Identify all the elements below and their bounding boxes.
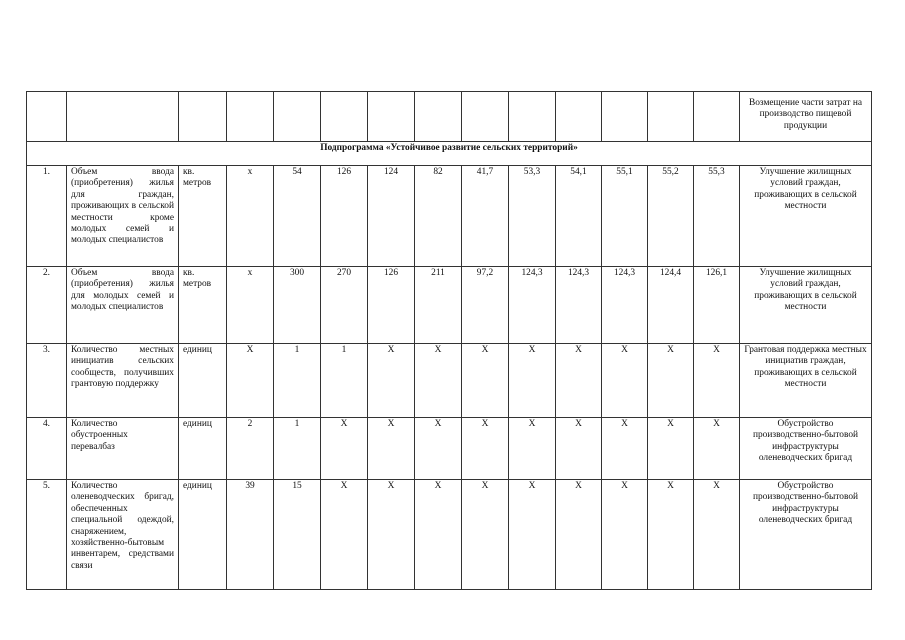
cell-empty bbox=[179, 92, 227, 142]
value-cell: Х bbox=[694, 344, 740, 418]
table-row bbox=[27, 344, 872, 418]
value-cell: Х bbox=[368, 418, 415, 480]
value-cell: Х bbox=[415, 418, 462, 480]
value-cell: Х bbox=[509, 480, 556, 590]
value-cell: 2 bbox=[227, 418, 274, 480]
value-cell: 300 bbox=[274, 267, 321, 344]
row-number: 4. bbox=[27, 418, 67, 480]
unit-cell: кв. метров bbox=[179, 267, 227, 344]
cell-empty bbox=[462, 92, 509, 142]
value-cell: Х bbox=[556, 480, 602, 590]
value-cell: Х bbox=[462, 480, 509, 590]
value-cell: 124,4 bbox=[648, 267, 694, 344]
unit-cell: единиц bbox=[179, 480, 227, 590]
note-cell: Улучшение жилищных условий граждан, проживающих в сельской местности bbox=[740, 267, 872, 344]
value-cell: 124,3 bbox=[509, 267, 556, 344]
value-cell: Х bbox=[321, 480, 368, 590]
cell-empty bbox=[509, 92, 556, 142]
indicator-name: Количество обустроенных перевалбаз bbox=[67, 418, 179, 480]
value-cell: Х bbox=[556, 344, 602, 418]
note-cell: Улучшение жилищных условий граждан, проживающих в сельской местности bbox=[740, 166, 872, 267]
cell-empty bbox=[556, 92, 602, 142]
row-number: 3. bbox=[27, 344, 67, 418]
value-cell: 1 bbox=[274, 344, 321, 418]
value-cell: 41,7 bbox=[462, 166, 509, 267]
value-cell: Х bbox=[694, 480, 740, 590]
value-cell: 124 bbox=[368, 166, 415, 267]
value-cell: Х bbox=[368, 480, 415, 590]
cell-empty bbox=[67, 92, 179, 142]
value-cell: 15 bbox=[274, 480, 321, 590]
indicator-name: Объем ввода (приобретения) жилья для молодых семей и молодых специалистов bbox=[67, 267, 179, 344]
cell-empty bbox=[602, 92, 648, 142]
value-cell: 124,3 bbox=[602, 267, 648, 344]
row-number: 5. bbox=[27, 480, 67, 590]
cell-empty bbox=[274, 92, 321, 142]
value-cell: Х bbox=[602, 344, 648, 418]
value-cell: 126,1 bbox=[694, 267, 740, 344]
table-row-continued bbox=[27, 92, 872, 142]
value-cell: Х bbox=[694, 418, 740, 480]
value-cell: 126 bbox=[368, 267, 415, 344]
value-cell: 211 bbox=[415, 267, 462, 344]
unit-cell: единиц bbox=[179, 344, 227, 418]
value-cell: Х bbox=[648, 344, 694, 418]
value-cell: 124,3 bbox=[556, 267, 602, 344]
value-cell: Х bbox=[602, 480, 648, 590]
value-cell: 270 bbox=[321, 267, 368, 344]
value-cell: 1 bbox=[321, 344, 368, 418]
unit-cell: кв. метров bbox=[179, 166, 227, 267]
value-cell: Х bbox=[462, 344, 509, 418]
cell-empty bbox=[694, 92, 740, 142]
note-cell: Обустройство производственно-бытовой инфраструктуры оленеводческих бригад bbox=[740, 480, 872, 590]
value-cell: 53,3 bbox=[509, 166, 556, 267]
table-body bbox=[27, 92, 872, 166]
note-cell: Грантовая поддержка местных инициатив граждан, проживающих в сельской местности bbox=[740, 344, 872, 418]
value-cell: 54,1 bbox=[556, 166, 602, 267]
value-cell: 55,2 bbox=[648, 166, 694, 267]
value-cell: 126 bbox=[321, 166, 368, 267]
value-cell: Х bbox=[368, 344, 415, 418]
value-cell: 54 bbox=[274, 166, 321, 267]
value-cell: 55,1 bbox=[602, 166, 648, 267]
cell-empty bbox=[415, 92, 462, 142]
row-number: 2. bbox=[27, 267, 67, 344]
data-rows bbox=[27, 166, 872, 590]
value-cell: 82 bbox=[415, 166, 462, 267]
value-cell: 1 bbox=[274, 418, 321, 480]
value-cell: Х bbox=[509, 344, 556, 418]
indicators-table bbox=[26, 91, 872, 590]
table-row bbox=[27, 418, 872, 480]
value-cell: х bbox=[227, 166, 274, 267]
value-cell: Х bbox=[602, 418, 648, 480]
subprogram-row bbox=[27, 142, 872, 166]
value-cell: Х bbox=[415, 480, 462, 590]
value-cell: Х bbox=[509, 418, 556, 480]
cell-empty bbox=[227, 92, 274, 142]
table-row bbox=[27, 480, 872, 590]
cell-empty bbox=[368, 92, 415, 142]
value-cell: 55,3 bbox=[694, 166, 740, 267]
indicator-name: Объем ввода (приобретения) жилья для граждан, проживающих в сельской местности кроме молодых семей и молодых специалистов bbox=[67, 166, 179, 267]
note-cell: Возмещение части затрат на производство пищевой продукции bbox=[740, 92, 872, 142]
note-cell: Обустройство производственно-бытовой инфраструктуры оленеводческих бригад bbox=[740, 418, 872, 480]
indicator-name: Количество местных инициатив сельских сообществ, получивших грантовую поддержку bbox=[67, 344, 179, 418]
value-cell: Х bbox=[556, 418, 602, 480]
cell-empty bbox=[27, 92, 67, 142]
cell-empty bbox=[321, 92, 368, 142]
cell-empty bbox=[648, 92, 694, 142]
row-number: 1. bbox=[27, 166, 67, 267]
unit-cell: единиц bbox=[179, 418, 227, 480]
value-cell: 39 bbox=[227, 480, 274, 590]
subprogram-title: Подпрограмма «Устойчивое развитие сельских территорий» bbox=[27, 142, 872, 166]
value-cell: Х bbox=[415, 344, 462, 418]
table-row bbox=[27, 267, 872, 344]
value-cell: 97,2 bbox=[462, 267, 509, 344]
indicator-name: Количество оленеводческих бригад, обеспеченных специальной одеждой, снаряжением, хозяйственно-бытовым инвентарем, средствами связи bbox=[67, 480, 179, 590]
table-row bbox=[27, 166, 872, 267]
value-cell: Х bbox=[227, 344, 274, 418]
value-cell: Х bbox=[462, 418, 509, 480]
value-cell: х bbox=[227, 267, 274, 344]
value-cell: Х bbox=[321, 418, 368, 480]
value-cell: Х bbox=[648, 480, 694, 590]
value-cell: Х bbox=[648, 418, 694, 480]
